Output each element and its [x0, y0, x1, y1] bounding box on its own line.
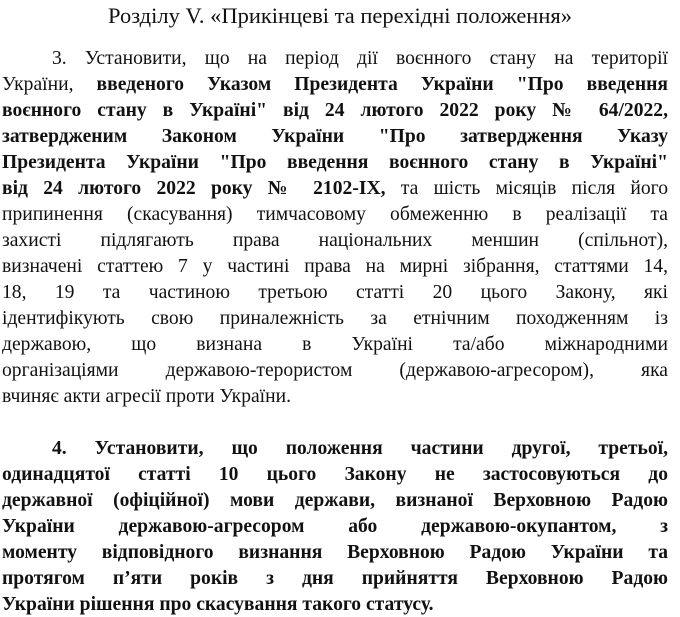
- text-segment: 3. Установити, що на період дії воєнного стану на території: [52, 48, 668, 69]
- paragraph-3-line: [2, 384, 668, 410]
- paragraph-3-line: [2, 254, 668, 280]
- paragraph-3-line: [2, 332, 668, 358]
- bold-text-segment: України державою-агресором або державою-окупантом, з: [2, 516, 668, 537]
- text-segment: та шість місяців після його: [385, 178, 668, 199]
- paragraph-4-line: [2, 488, 668, 514]
- section-heading: Розділу V. «Прикінцеві та перехідні положення»: [107, 3, 572, 28]
- paragraph-3-line: [2, 98, 668, 124]
- paragraph-3-line: [2, 150, 668, 176]
- paragraph-3-line: [2, 124, 668, 150]
- bold-text-segment: Президента України "Про введення воєнного стану в Україні": [2, 152, 668, 173]
- paragraph-4-line: [2, 462, 668, 488]
- text-segment: організаціями державою-терористом (державою-агресором), яка: [2, 360, 668, 381]
- bold-text-segment: від 24 лютого 2022 року № 2102-IX,: [2, 178, 386, 199]
- bold-text-segment: одинадцятої статті 10 цього Закону не застосовуються до: [2, 464, 668, 485]
- bold-text-segment: державної (офіційної) мови держави, визнаної Верховною Радою: [2, 490, 668, 511]
- bold-text-segment: 4. Установити, що положення частини другої, третьої,: [52, 438, 668, 459]
- bold-text-segment: України рішення про скасування такого статусу.: [2, 594, 434, 615]
- text-segment: захисті підлягають права національних меншин (спільнот),: [2, 230, 668, 251]
- paragraph-4-line: [2, 566, 668, 592]
- paragraph-3-line: [2, 228, 668, 254]
- paragraph-4-line: [2, 436, 668, 462]
- bold-text-segment: введеного Указом Президента України "Про введення: [96, 74, 668, 95]
- text-segment: державою, що визнана в Україні та/або міжнародними: [2, 334, 668, 355]
- paragraph-4-line: [2, 592, 668, 617]
- text-segment: визначені статтею 7 у частині права на мирні зібрання, статтями 14,: [2, 256, 668, 277]
- text-segment: ідентифікують свою приналежність за етнічним походженням із: [2, 308, 668, 329]
- paragraph-3-line: [2, 202, 668, 228]
- paragraph-4-line: [2, 540, 668, 566]
- bold-text-segment: воєнного стану в Україні" від 24 лютого 2022 року № 64/2022,: [2, 100, 668, 121]
- bold-text-segment: затвердженим Законом України "Про затвердження Указу: [2, 126, 668, 147]
- text-segment: припинення (скасування) тимчасовому обмеженню в реалізації та: [2, 204, 668, 225]
- paragraph-3: [2, 46, 668, 410]
- paragraph-3-line: [2, 358, 668, 384]
- text-segment: вчиняє акти агресії проти України.: [2, 386, 291, 407]
- paragraph-3-line: [2, 72, 668, 98]
- bold-text-segment: моменту відповідного визнання Верховною Радою України та: [2, 542, 668, 563]
- paragraph-3-line: [2, 176, 668, 202]
- paragraph-4: [2, 436, 668, 617]
- text-segment: 18, 19 та частиною третьою статті 20 цього Закону, які: [2, 282, 668, 303]
- paragraph-4-line: [2, 514, 668, 540]
- text-segment: України,: [2, 74, 97, 95]
- paragraph-3-line: [2, 280, 668, 306]
- paragraph-3-line: [2, 46, 668, 72]
- paragraph-3-line: [2, 306, 668, 332]
- bold-text-segment: протягом п’яти років з дня прийняття Верховною Радою: [2, 568, 668, 589]
